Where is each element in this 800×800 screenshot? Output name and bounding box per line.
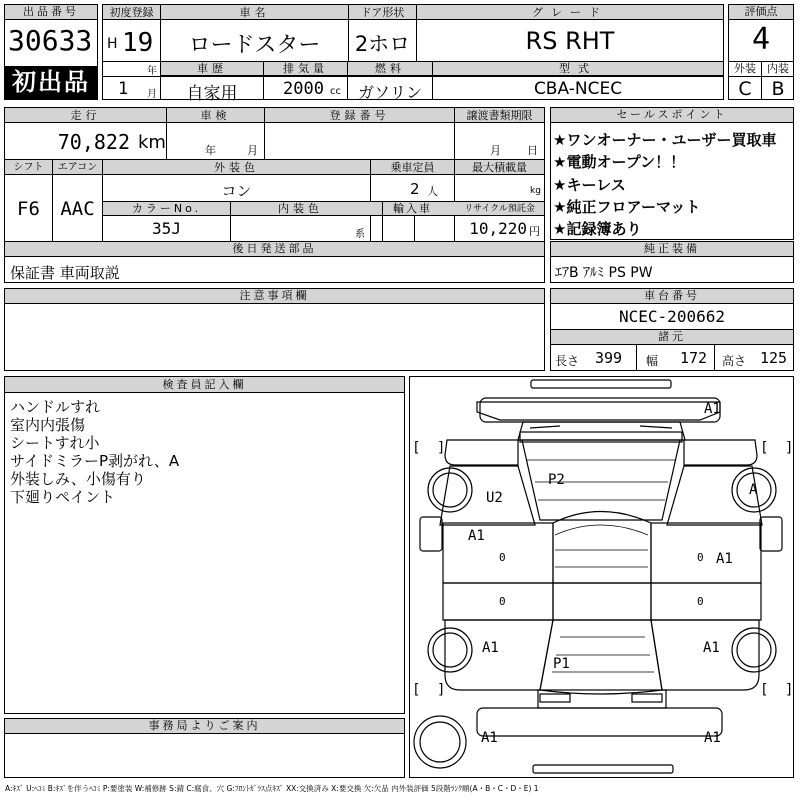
color-no-label: カラーNo. xyxy=(131,202,202,215)
inspection-label: 車検 xyxy=(200,109,231,122)
sales-point-item: ★記録簿あり xyxy=(553,220,642,238)
color-no-value: 35J xyxy=(152,219,181,238)
chassis-label: 車台番号 xyxy=(551,289,793,304)
shift-value: F6 xyxy=(17,198,40,220)
lot-number-label: 出品番号 xyxy=(5,5,97,20)
width-value: 172 xyxy=(680,349,708,367)
docs-label: 後日発送部品 xyxy=(5,242,544,257)
ac-value: AAC xyxy=(60,198,95,220)
grade-label: グレード xyxy=(532,6,608,19)
fuel-label: 燃料 xyxy=(375,62,405,75)
mark-left-front-door: A1 xyxy=(468,528,485,544)
bracket-right-bottom-close: ] xyxy=(786,682,792,698)
model-name-label: 車名 xyxy=(239,6,270,19)
interior-grade: B xyxy=(771,78,785,100)
door-label: ドア形状 xyxy=(360,6,405,19)
height-value: 125 xyxy=(760,349,788,367)
year-unit: 年 xyxy=(147,66,157,77)
capacity-value: 2 xyxy=(410,180,420,198)
first-reg-month: 1 xyxy=(118,79,129,99)
mark-rear-door-right: 0 xyxy=(697,595,704,608)
displacement-label: 排気量 xyxy=(283,62,328,75)
damage-diagram xyxy=(409,376,794,778)
capacity-label: 乗車定員 xyxy=(390,161,435,174)
inspector-note: サイドミラーP剥がれ、A xyxy=(10,452,180,470)
bracket-right-top: [ xyxy=(762,440,768,456)
grade-value: RS RHT xyxy=(525,27,615,55)
door-value: 2ホロ xyxy=(354,32,411,56)
score-value: 4 xyxy=(751,22,771,57)
month-unit: 月 xyxy=(147,89,157,100)
mark-left-rear: A1 xyxy=(482,640,499,656)
interior-label: 内装 xyxy=(767,62,789,75)
first-listing-badge: 初出品 xyxy=(5,66,97,99)
office-label: 事務局よりご案内 xyxy=(5,719,404,734)
ext-color-value: コン xyxy=(221,182,252,200)
inspector-label: 検査員記入欄 xyxy=(5,377,404,393)
width-label: 幅 xyxy=(646,354,659,368)
mark-right-front-door: A1 xyxy=(716,551,733,567)
displacement-unit: cc xyxy=(330,86,341,97)
bracket-left-bottom-close: ] xyxy=(438,682,444,698)
mark-rear-door-left: 0 xyxy=(499,595,506,608)
inspector-note: 外装しみ、小傷有り xyxy=(10,470,146,488)
sales-point-item: ★純正フロアーマット xyxy=(553,198,701,216)
bracket-right-top-close: ] xyxy=(786,440,792,456)
max-load-unit: kg xyxy=(530,186,541,196)
mark-rear-left: A1 xyxy=(481,730,498,746)
score-label: 評価点 xyxy=(729,5,793,20)
inspection-month-unit: 月 xyxy=(247,144,258,157)
inspector-note: シートすれ小 xyxy=(10,434,100,452)
displacement-value: 2000 xyxy=(283,79,324,99)
int-color-unit: 系 xyxy=(355,229,365,240)
history-label: 車歴 xyxy=(197,62,227,75)
mark-front-bumper: A1 xyxy=(704,401,721,417)
bracket-left-top: [ xyxy=(414,440,420,456)
ext-color-label: 外装色 xyxy=(214,161,259,174)
mark-trunk: P1 xyxy=(553,656,570,672)
mark-rear-right: A1 xyxy=(704,730,721,746)
model-name: ロードスター xyxy=(188,33,321,58)
mileage-label: 走行 xyxy=(70,109,101,122)
exterior-grade: C xyxy=(738,78,752,100)
bracket-left-top-close: ] xyxy=(438,440,444,456)
notes-label: 注意事項欄 xyxy=(5,289,544,304)
first-reg-year: 19 xyxy=(122,28,154,58)
bracket-left-bottom: [ xyxy=(414,682,420,698)
mileage-unit: km xyxy=(138,132,166,153)
history-value: 自家用 xyxy=(186,84,238,104)
import-label: 輸入車 xyxy=(393,202,432,215)
recycle-value: 10,220 xyxy=(469,219,527,238)
model-code-label: 型式 xyxy=(559,62,597,75)
ac-label: エアコン xyxy=(57,162,98,173)
model-code-value: CBA-NCEC xyxy=(533,79,623,99)
bracket-right-bottom: [ xyxy=(762,682,768,698)
sales-points-label: セールスポイント xyxy=(551,108,793,123)
transfer-label: 譲渡書類期限 xyxy=(466,109,533,122)
sales-point-item: ★キーレス xyxy=(553,176,626,194)
equipment-value: ｴｱB ｱﾙﾐ PS PW xyxy=(555,265,653,281)
mark-door-handle-right: 0 xyxy=(697,551,704,564)
inspection-year-unit: 年 xyxy=(205,144,216,157)
equipment-label: 純正装備 xyxy=(551,242,793,257)
sales-point-item: ★電動オープン！！ xyxy=(553,153,686,171)
transfer-day-unit: 日 xyxy=(527,144,538,157)
mark-door-handle-left: 0 xyxy=(499,551,506,564)
length-label: 長さ xyxy=(555,354,580,368)
capacity-unit: 人 xyxy=(427,185,438,198)
mark-right-rear: A1 xyxy=(703,640,720,656)
mark-right-front-tire: A xyxy=(749,482,758,498)
mark-hood: P2 xyxy=(548,472,565,488)
max-load-label: 最大積載量 xyxy=(472,161,527,174)
transfer-month-unit: 月 xyxy=(490,144,501,157)
lot-number: 30633 xyxy=(8,24,93,57)
inspector-note: ハンドルすれ xyxy=(10,398,101,416)
height-label: 高さ xyxy=(722,354,747,368)
legend-footer: A:ｷｽﾞ U:ﾍｺﾐ B:ｷｽﾞを伴うﾍｺﾐ P:要塗装 W:補修跡 S:錆 C:腐食、穴 G:ﾌﾛﾝﾄｶﾞﾗｽ点ｷｽﾞ XX:交換済み X:要交換 欠:欠品 内外装評価 5段階ﾗﾝｸ順(A・B・C・D・E) 1 xyxy=(5,784,539,793)
docs-value: 保証書 車両取説 xyxy=(10,264,120,282)
exterior-label: 外装 xyxy=(734,62,756,75)
registration-label: 登録番号 xyxy=(329,109,390,122)
fuel-value: ガソリン xyxy=(357,83,422,102)
mileage-value: 70,822 xyxy=(57,130,130,154)
shift-label: シフト xyxy=(13,162,44,173)
mark-left-front-fender: U2 xyxy=(486,490,503,506)
length-value: 399 xyxy=(595,349,623,367)
inspector-note: 室内内張傷 xyxy=(10,416,86,434)
specs-label: 諸元 xyxy=(551,330,793,345)
era: H xyxy=(107,36,118,52)
int-color-label: 内装色 xyxy=(278,202,323,215)
chassis-number: NCEC-200662 xyxy=(619,307,725,326)
first-reg-label: 初度登録 xyxy=(109,6,154,19)
recycle-label: リサイクル預託金 xyxy=(464,204,535,214)
inspector-note: 下廻りペイント xyxy=(10,488,116,506)
sales-point-item: ★ワンオーナー・ユーザー買取車 xyxy=(553,131,777,149)
recycle-unit: 円 xyxy=(529,225,540,238)
